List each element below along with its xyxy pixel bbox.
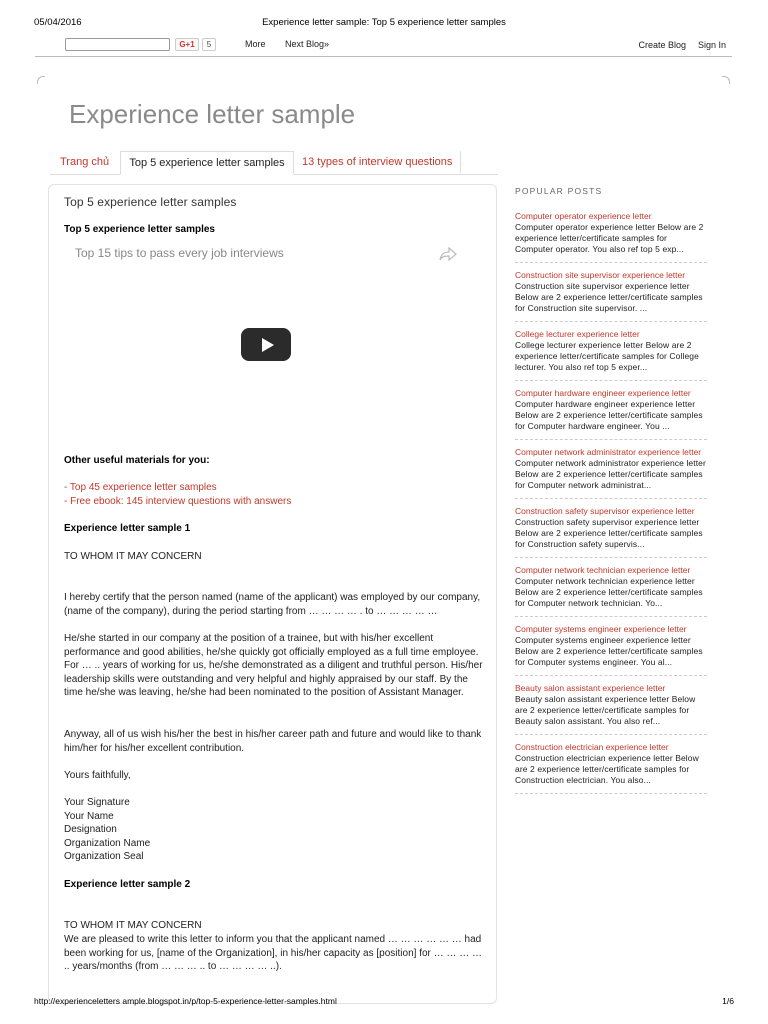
share-icon[interactable]	[439, 247, 457, 261]
signature-line: Organization Seal	[64, 851, 144, 862]
popular-post-title-link[interactable]: Construction electrician experience letter	[515, 742, 669, 752]
popular-post-item	[515, 624, 707, 676]
popular-post-snippet: Construction site supervisor experience letter Below are 2 experience letter/certificate samples for Construction site supervisor. ...	[515, 281, 703, 313]
popular-post-title-link[interactable]: Computer network administrator experience letter	[515, 447, 702, 457]
signature-line: Your Name	[64, 811, 114, 822]
popular-post-title-link[interactable]: Construction site supervisor experience letter	[515, 270, 686, 280]
sample1-heading: Experience letter sample 1	[64, 523, 191, 534]
post-heading: Top 5 experience letter samples	[64, 224, 215, 235]
popular-post-item	[515, 683, 707, 735]
page-tabs	[50, 151, 498, 175]
popular-posts-list	[515, 211, 707, 794]
popular-post-snippet: Construction electrician experience letter Below are 2 experience letter/certificate samples for Construction electrician. You also...	[515, 753, 699, 785]
materials-heading: Other useful materials for you:	[64, 455, 210, 466]
blogger-navbar	[35, 36, 732, 57]
paragraph-4: We are pleased to write this letter to inform you that the applicant named … … … … … … had been working for us, [name of the Organization], in his/her capacity as [position] for … … … … .. years/months (from … … … .. to … … … … ..).	[64, 934, 482, 972]
paragraph-3: Anyway, all of us wish his/her the best in his/her career path and future and would like to thank him/her for his/her excellent contribution.	[64, 729, 482, 754]
sample2-heading: Experience letter sample 2	[64, 879, 191, 890]
tab-interview-questions[interactable]: 13 types of interview questions	[302, 156, 453, 168]
page-corner-decoration	[37, 76, 45, 84]
popular-post-title-link[interactable]: Computer hardware engineer experience letter	[515, 388, 691, 398]
tab-divider	[460, 151, 461, 173]
popular-post-item	[515, 211, 707, 263]
popular-post-snippet: Computer systems engineer experience letter Below are 2 experience letter/certificate samples for Computer systems engineer. You al...	[515, 635, 703, 667]
popular-post-title-link[interactable]: Computer operator experience letter	[515, 211, 652, 221]
print-header	[0, 17, 768, 31]
video-title[interactable]: Top 15 tips to pass every job interviews	[75, 246, 284, 260]
popular-post-item	[515, 270, 707, 322]
popular-post-item	[515, 388, 707, 440]
signature-line: Your Signature	[64, 797, 130, 808]
to-whom-line: TO WHOM IT MAY CONCERN	[64, 551, 202, 562]
popular-posts-sidebar	[515, 184, 707, 801]
paragraph-1: I hereby certify that the person named (name of the applicant) was employed by our company, (name of the company), during the period starting from … … … … . to … … … … …	[64, 592, 481, 617]
popular-post-item	[515, 447, 707, 499]
popular-post-item	[515, 506, 707, 558]
popular-post-item	[515, 329, 707, 381]
popular-post-snippet: College lecturer experience letter Below are 2 experience letter/certificate samples for College lecturer. You also ref top 5 exper...	[515, 340, 699, 372]
popular-post-item	[515, 565, 707, 617]
popular-post-title-link[interactable]: Computer systems engineer experience letter	[515, 624, 687, 634]
signature-line: Organization Name	[64, 838, 151, 849]
link-free-ebook[interactable]: - Free ebook: 145 interview questions with answers	[64, 496, 292, 507]
print-date: 05/04/2016	[34, 17, 82, 28]
popular-post-snippet: Computer operator experience letter Below are 2 experience letter/certificate samples for Computer operator. You also ref top 5 exp...	[515, 222, 704, 254]
link-top45-samples[interactable]: - Top 45 experience letter samples	[64, 482, 217, 493]
popular-post-snippet: Computer hardware engineer experience letter Below are 2 experience letter/certificate samples for Computer hardware engineer. You ...	[515, 399, 703, 431]
navbar-search-input[interactable]	[65, 38, 170, 51]
tab-home[interactable]: Trang chủ	[60, 156, 110, 168]
post-content	[48, 184, 497, 1004]
to-whom-line-2: TO WHOM IT MAY CONCERN	[64, 920, 202, 931]
page-corner-decoration	[722, 76, 730, 84]
popular-post-snippet: Computer network technician experience letter Below are 2 experience letter/certificate samples for Computer network technician. Yo...	[515, 576, 703, 608]
blog-title[interactable]: Experience letter sample	[69, 99, 356, 129]
paragraph-2: He/she started in our company at the position of a trainee, but with his/her excellent performance and good abilities, he/she quickly got officially employed as a full time employee. For … .. years of working for us, he/she demonstrated as a diligent and truthful person. His/her leadership skills were outstanding and very helpful and highly appraised by our staff. By the time he/she was leaving, he/she had been nominated to the position of Assistant Manager.	[64, 633, 483, 698]
popular-posts-heading: POPULAR POSTS	[515, 186, 603, 196]
popular-post-title-link[interactable]: Beauty salon assistant experience letter	[515, 683, 666, 693]
print-page-title: Experience letter sample: Top 5 experience letter samples	[262, 17, 506, 28]
popular-post-title-link[interactable]: Computer network technician experience letter	[515, 565, 691, 575]
signature-line: Designation	[64, 824, 117, 835]
popular-post-item	[515, 742, 707, 794]
popular-post-snippet: Beauty salon assistant experience letter Below are 2 experience letter/certificate samples for Beauty salon assistant. You also ref...	[515, 694, 696, 726]
popular-post-snippet: Construction safety supervisor experience letter Below are 2 experience letter/certificate samples for Construction safety supervis...	[515, 517, 703, 549]
post-title: Top 5 experience letter samples	[64, 195, 237, 209]
print-page-number: 1/6	[722, 996, 734, 1006]
tab-top5-samples[interactable]: Top 5 experience letter samples	[120, 151, 294, 175]
popular-post-title-link[interactable]: College lecturer experience letter	[515, 329, 640, 339]
gplus-count: 5	[202, 38, 216, 51]
print-footer-url: http://experienceletters ample.blogspot.in/p/top-5-experience-letter-samples.html	[34, 996, 337, 1006]
sign-in-link[interactable]: Sign In	[697, 40, 726, 50]
create-blog-link[interactable]: Create Blog	[638, 40, 686, 50]
next-blog-link[interactable]: Next Blog»	[285, 39, 330, 49]
popular-post-snippet: Computer network administrator experience letter Below are 2 experience letter/certificate samples for Computer network administrat...	[515, 458, 706, 490]
youtube-play-button[interactable]	[241, 328, 291, 361]
popular-post-title-link[interactable]: Construction safety supervisor experience letter	[515, 506, 695, 516]
gplus-button[interactable]: G+1	[175, 38, 199, 51]
more-link[interactable]: More	[245, 39, 266, 49]
closing-line: Yours faithfully,	[64, 770, 131, 781]
